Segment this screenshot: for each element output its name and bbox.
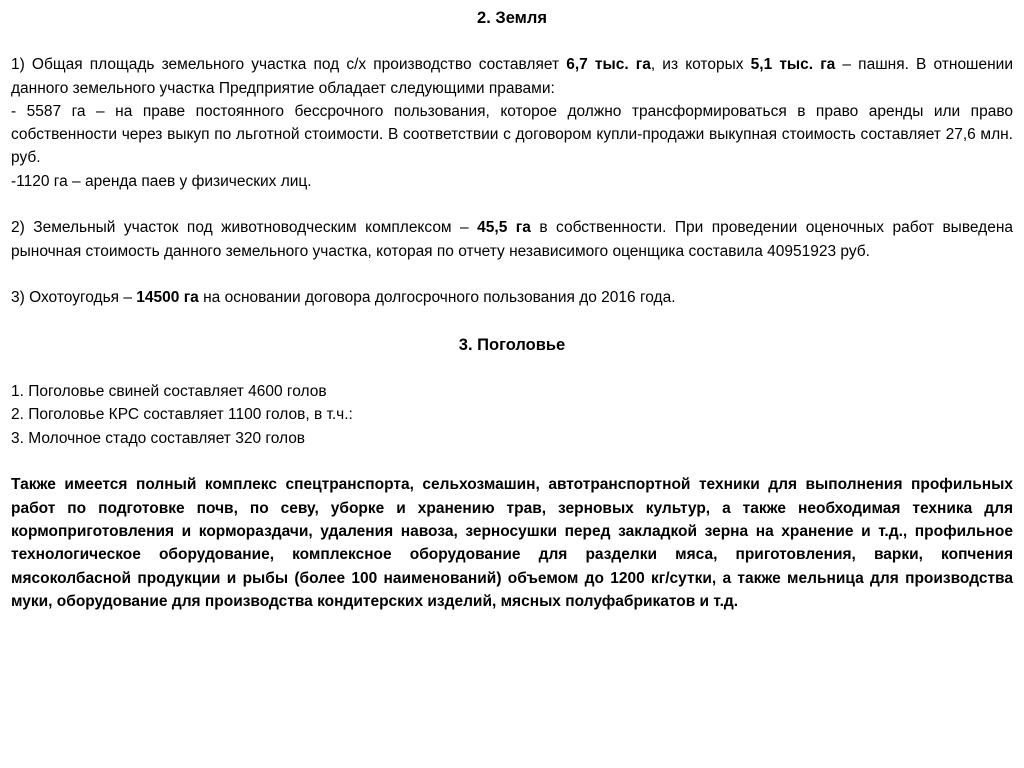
land-item-3-text-a: 3) Охотоугодья – bbox=[11, 289, 137, 307]
spacer bbox=[11, 263, 1013, 286]
spacer bbox=[11, 450, 1013, 473]
spacer bbox=[11, 310, 1013, 333]
land-right-permanent-use: - 5587 га – на праве постоянного бессрочного пользования, которое должно трансформироваться в право аренды или право собственности через выкуп по льготной стоимости. В соответствии с договором купли-продажи выкупная стоимость составляет 27,6 млн. руб. bbox=[11, 102, 1013, 167]
total-area-value: 6,7 тыс. га bbox=[566, 56, 651, 74]
land-item-3 bbox=[11, 286, 1013, 309]
livestock-item-pigs: 1. Поголовье свиней составляет 4600 голов bbox=[11, 383, 327, 401]
land-item-1 bbox=[11, 53, 1013, 100]
land-item-1-text-b: , из которых bbox=[650, 56, 751, 74]
arable-area-value: 5,1 тыс. га bbox=[750, 56, 836, 74]
livestock-complex-area-value: 45,5 га bbox=[477, 219, 531, 237]
land-item-2-text-b: в собственности. При проведении оценочных работ выведена рыночная стоимость данного земельного участка, которая по отчету независимого оценщика составила 40951923 руб. bbox=[11, 219, 1014, 260]
equipment-paragraph: Также имеется полный комплекс спецтранспорта, сельхозмашин, автотранспортной техники для выполнения профильных работ по подготовке почв, по севу, уборке и хранению трав, зерновых культур, а также необходимая техника для кормоприготовления и кормораздачи, удаления навоза, зерносушки перед закладкой зерна на хранение и т.д., профильное технологическое оборудование, комплексное оборудование для разделки мяса, приготовления, варки, копчения мясоколбасной продукции и рыбы (более 100 наименований) объемом до 1200 кг/сутки, а также мельница для производства муки, оборудование для производства кондитерских изделий, мясных полуфабрикатов и т.д. bbox=[11, 476, 1013, 610]
spacer bbox=[11, 193, 1013, 216]
hunting-grounds-area-value: 14500 га bbox=[136, 289, 199, 307]
livestock-heading: 3. Поголовье bbox=[458, 335, 566, 354]
land-item-2 bbox=[11, 216, 1013, 263]
land-right-lease: -1120 га – аренда паев у физических лиц. bbox=[11, 172, 312, 190]
livestock-item-cattle: 2. Поголовье КРС составляет 1100 голов, в т.ч.: bbox=[11, 406, 353, 424]
land-heading: 2. Земля bbox=[477, 9, 547, 27]
spacer bbox=[11, 30, 1013, 53]
land-item-1-text-a: 1) Общая площадь земельного участка под с/х производство составляет bbox=[11, 56, 567, 74]
livestock-item-dairy-herd: 3. Молочное стадо составляет 320 голов bbox=[11, 429, 306, 447]
land-item-3-text-b: на основании договора долгосрочного пользования до 2016 года. bbox=[198, 289, 676, 307]
spacer bbox=[11, 357, 1013, 380]
land-item-1-text-c: – пашня. В отношении данного земельного участка Предприятие обладает следующими правами: bbox=[11, 56, 1013, 97]
land-item-2-text-a: 2) Земельный участок под животноводческим комплексом – bbox=[11, 219, 478, 237]
